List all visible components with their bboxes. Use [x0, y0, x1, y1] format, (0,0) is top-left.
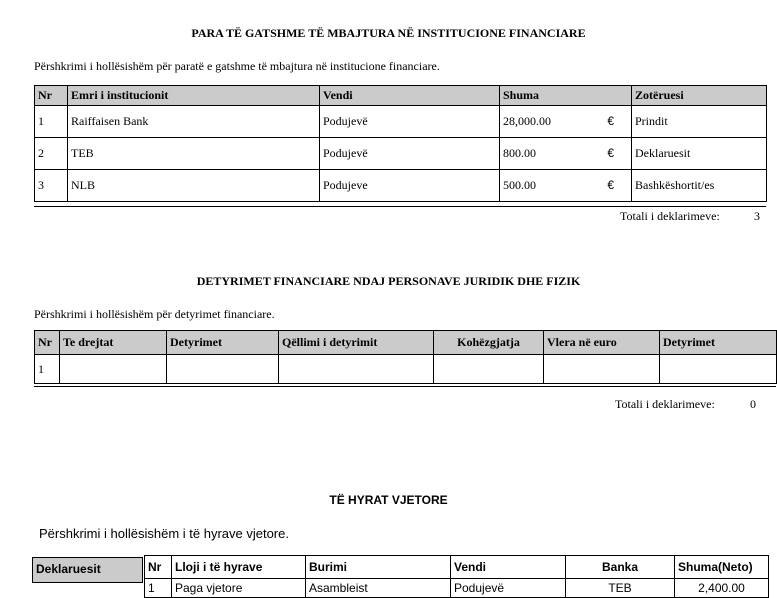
cell-empty [544, 355, 660, 384]
cell-empty [167, 355, 279, 384]
cell-institution: NLB [68, 170, 320, 202]
cell-institution: TEB [68, 138, 320, 170]
col-header-source: Burimi [306, 556, 451, 579]
col-header-place: Vendi [451, 556, 566, 579]
income-table [144, 555, 769, 598]
col-header-bank: Banka [566, 556, 675, 579]
total-value-cash: 3 [754, 209, 760, 223]
section-title-liabilities: DETYRIMET FINANCIARE NDAJ PERSONAVE JURIDIK DHE FIZIK [196, 274, 581, 288]
cell-empty [434, 355, 544, 384]
table-row [35, 170, 767, 202]
col-header-net-amount: Shuma(Neto) [675, 556, 769, 579]
cell-source: Asambleist [306, 579, 451, 598]
section-description-cash: Përshkrimi i hollësishëm për paratë e gatshme të mbajtura në institucione financiare. [34, 59, 440, 73]
cell-place: Podujevë [451, 579, 566, 598]
cell-owner: Bashkëshortit/es [632, 170, 767, 202]
section-title-income: TË HYRAT VJETORE [329, 493, 448, 507]
cell-nr: 1 [35, 355, 60, 384]
cell-owner: Deklaruesit [632, 138, 767, 170]
cell-nr: 2 [35, 138, 68, 170]
section-description-liabilities: Përshkrimi i hollësishëm për detyrimet financiare. [34, 307, 275, 321]
cell-empty [279, 355, 434, 384]
total-label-cash: Totali i deklarimeve: [620, 209, 720, 223]
table-bottom-rule [34, 206, 766, 207]
col-header-nr: Nr [35, 331, 60, 355]
section-description-income: Përshkrimi i hollësishëm i të hyrave vjetore. [39, 526, 289, 541]
cell-place: Podujevë [320, 106, 500, 138]
col-header-liabilities-2: Detyrimet [660, 331, 777, 355]
amount-value: 800.00 [503, 146, 536, 160]
col-header-place: Vendi [320, 86, 500, 106]
euro-icon: € [607, 146, 614, 160]
table-row [35, 355, 777, 384]
cell-nr: 1 [145, 579, 172, 598]
cell-net-amount: 2,400.00 [675, 579, 769, 598]
cell-empty [60, 355, 167, 384]
amount-value: 28,000.00 [503, 114, 551, 128]
cell-nr: 1 [35, 106, 68, 138]
table-row [35, 138, 767, 170]
declarant-label: Deklaruesit [32, 557, 143, 583]
euro-icon: € [607, 114, 614, 128]
table-header-row [35, 86, 767, 106]
cell-place: Podujeve [320, 170, 500, 202]
col-header-value-euro: Vlera në euro [544, 331, 660, 355]
cell-income-type: Paga vjetore [172, 579, 306, 598]
table-row [35, 106, 767, 138]
col-header-purpose: Qëllimi i detyrimit [279, 331, 434, 355]
amount-value: 500.00 [503, 178, 536, 192]
cash-table [34, 85, 767, 202]
table-row [145, 579, 769, 598]
liabilities-table [34, 330, 777, 384]
table-header-row [35, 331, 777, 355]
col-header-nr: Nr [145, 556, 172, 579]
cell-empty [660, 355, 777, 384]
cell-amount [500, 138, 632, 170]
col-header-institution: Emri i institucionit [68, 86, 320, 106]
col-header-liabilities: Detyrimet [167, 331, 279, 355]
cell-owner: Prindit [632, 106, 767, 138]
cell-nr: 3 [35, 170, 68, 202]
col-header-duration: Kohëzgjatja [434, 331, 544, 355]
table-header-row [145, 556, 769, 579]
total-value-liabilities: 0 [750, 397, 756, 411]
col-header-amount: Shuma [500, 86, 632, 106]
euro-icon: € [607, 178, 614, 192]
total-label-liabilities: Totali i deklarimeve: [615, 397, 715, 411]
col-header-nr: Nr [35, 86, 68, 106]
cell-amount [500, 106, 632, 138]
col-header-owner: Zotëruesi [632, 86, 767, 106]
section-title-cash: PARA TË GATSHME TË MBAJTURA NË INSTITUCIONE FINANCIARE [191, 26, 586, 40]
table-bottom-rule [34, 386, 776, 387]
cell-institution: Raiffaisen Bank [68, 106, 320, 138]
col-header-rights: Te drejtat [60, 331, 167, 355]
cell-bank: TEB [566, 579, 675, 598]
cell-amount [500, 170, 632, 202]
col-header-income-type: Lloji i të hyrave [172, 556, 306, 579]
cell-place: Podujevë [320, 138, 500, 170]
